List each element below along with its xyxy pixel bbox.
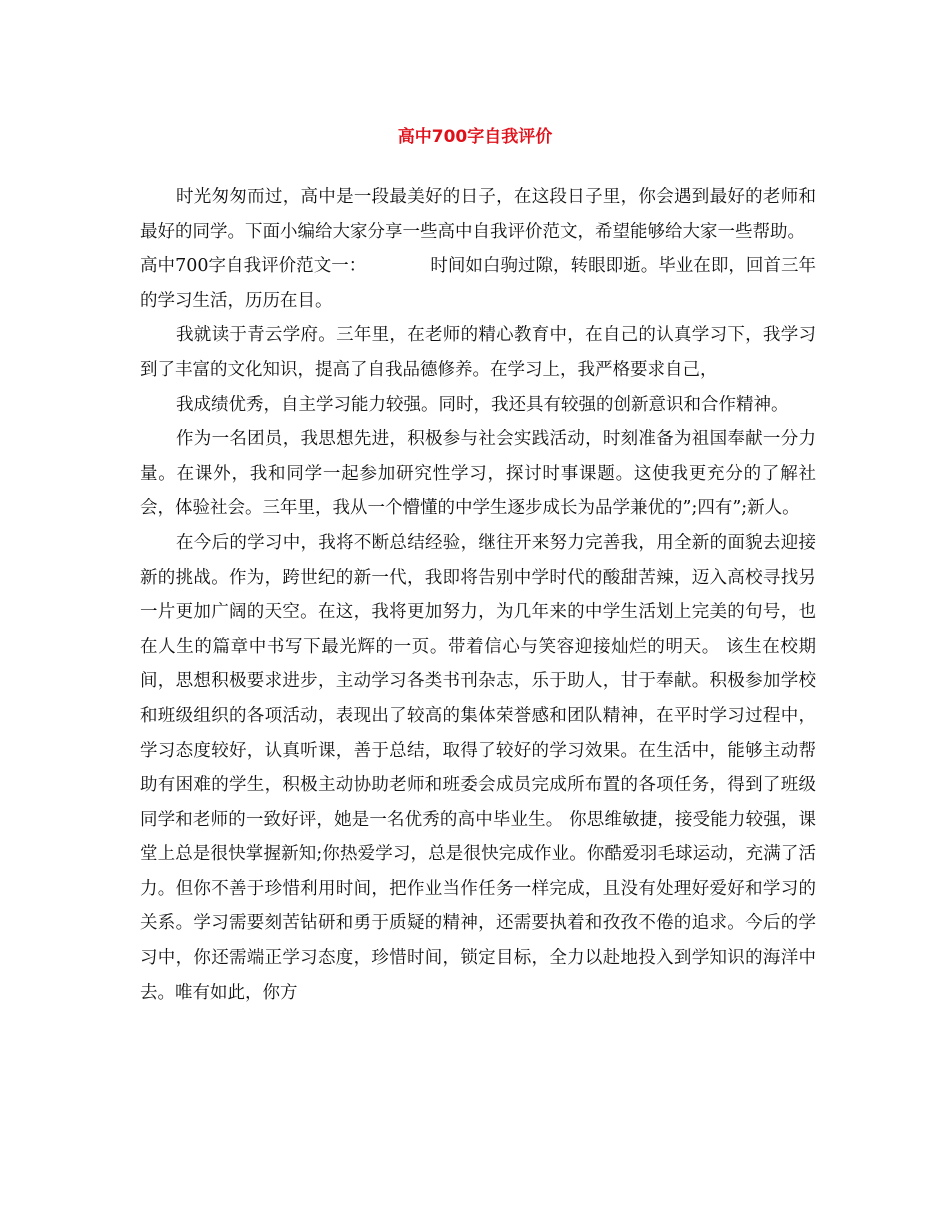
document-body (140, 180, 816, 1010)
paragraph-school: 我就读于青云学府。三年里，在老师的精心教育中，在自己的认真学习下，我学习到了丰富的文化知识，提高了自我品德修养。在学习上，我严格要求自己， (140, 325, 816, 380)
paragraph-member: 作为一名团员，我思想先进，积极参与社会实践活动，时刻准备为祖国奉献一分力量。在课外，我和同学一起参加研究性学习，探讨时事课题。这使我更充分的了解社会，体验社会。三年里，我从一个懵懂的中学生逐步成长为品学兼优的”;四有”;新人。 (140, 429, 816, 519)
paragraph-future: 在今后的学习中，我将不断总结经验，继往开来努力完善我，用全新的面貌去迎接新的挑战。作为，跨世纪的新一代，我即将告别中学时代的酸甜苦辣，迈入高校寻找另一片更加广阔的天空。在这，我将更加努力，为几年来的中学生活划上完美的句号，也在人生的篇章中书写下最光辉的一页。带着信心与笑容迎接灿烂的明天。 该生在校期间，思想积极要求进步，主动学习各类书刊杂志，乐于助人，甘于奉献。积极参加学校和班级组织的各项活动，表现出了较高的集体荣誉感和团队精神，在平时学习过程中，学习态度较好，认真听课，善于总结，取得了较好的学习效果。在生活中，能够主动帮助有困难的学生，积极主动协助老师和班委会成员完成所布置的各项任务，得到了班级同学和老师的一致好评，她是一名优秀的高中毕业生。 你思维敏捷，接受能力较强，课堂上总是很快掌握新知;你热爱学习，总是很快完成作业。你酷爱羽毛球运动，充满了活力。但你不善于珍惜利用时间，把作业当作任务一样完成，且没有处理好爱好和学习的关系。学习需要刻苦钻研和勇于质疑的精神，还需要执着和孜孜不倦的追求。今后的学习中，你还需端正学习态度，珍惜时间，锁定目标，全力以赴地投入到学知识的海洋中去。唯有如此，你方 (140, 532, 816, 1003)
paragraph-sample-one (140, 249, 816, 318)
sample-heading: 高中700字自我评价范文一： (140, 256, 367, 277)
document-title: 高中700字自我评价 (397, 127, 553, 147)
paragraph-grades: 我成绩优秀，自主学习能力较强。同时，我还具有较强的创新意识和合作精神。 (176, 394, 789, 415)
paragraph-intro: 时光匆匆而过，高中是一段最美好的日子，在这段日子里，你会遇到最好的老师和最好的同学。下面小编给大家分享一些高中自我评价范文，希望能够给大家一些帮助。 (140, 187, 816, 242)
sample-one-text: 时间如白驹过隙，转眼即逝。毕业在即，回首三年的学习生活，历历在目。 (140, 256, 817, 311)
